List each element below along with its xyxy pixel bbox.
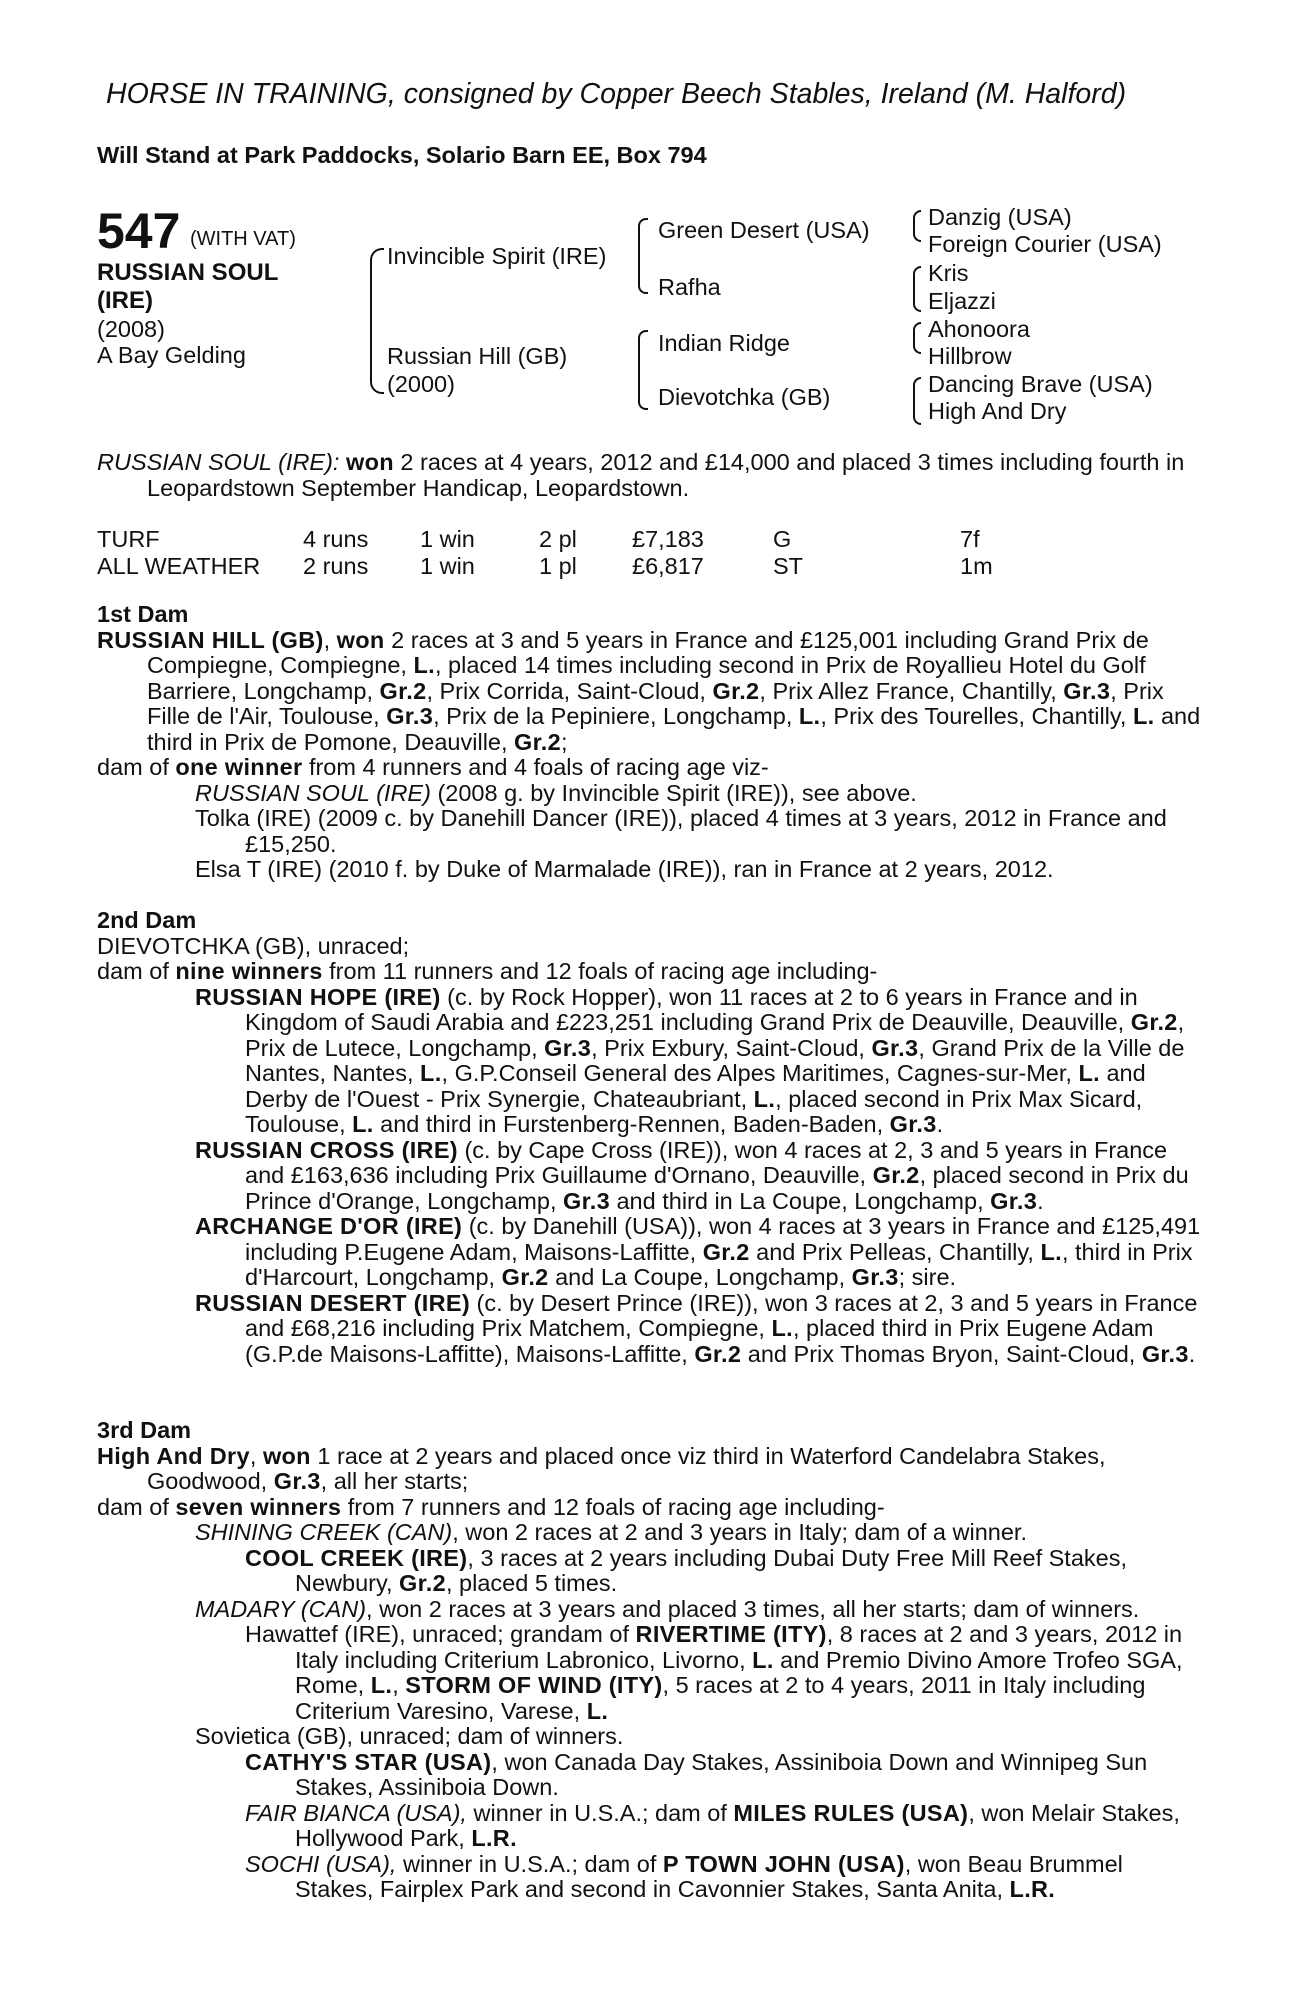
vat-note: (WITH VAT) bbox=[190, 228, 296, 250]
first-dam-section bbox=[97, 602, 1204, 883]
pedigree-brace-g1 bbox=[913, 210, 921, 242]
pedigree-sire-dam: Rafha bbox=[658, 274, 721, 300]
page-header: HORSE IN TRAINING, consigned by Copper Beech Stables, Ireland (M. Halford) bbox=[106, 78, 1127, 110]
list-item: Hawattef (IRE), unraced; grandam of RIVERTIME (ITY), 8 races at 2 and 3 years, 2012 in Italy including Criterium Labronico, Livorno, L. and Premio Divino Amore Trofeo SGA, Rome, L., STORM OF WIND (ITY), 5 races at 2 to 4 years, 2011 in Italy including Criterium Varesino, Varese, L. bbox=[245, 1621, 1183, 1724]
second-dam-section bbox=[97, 908, 1204, 1367]
list-item: Tolka (IRE) (2009 c. by Danehill Dancer (IRE)), placed 4 times at 3 years, 2012 in France and £15,250. bbox=[195, 805, 1167, 857]
pedigree-brace-dam bbox=[638, 330, 648, 410]
pedigree-brace-sire bbox=[638, 218, 648, 294]
pedigree-brace-g2 bbox=[913, 266, 921, 312]
third-dam-record: High And Dry, won 1 race at 2 years and placed once viz third in Waterford Candelabra Stakes, Goodwood, Gr.3, all her starts; bbox=[97, 1442, 1106, 1494]
pedigree-g4: Eljazzi bbox=[928, 288, 996, 314]
list-item: RUSSIAN SOUL (IRE) (2008 g. by Invincible Spirit (IRE)), see above. bbox=[195, 779, 917, 806]
pedigree-sire: Invincible Spirit (IRE) bbox=[387, 243, 607, 269]
list-item: RUSSIAN CROSS (IRE) (c. by Cape Cross (IRE)), won 4 races at 2, 3 and 5 years in France and £163,636 including Prix Guillaume d'Ornano, Deauville, Gr.2, placed second in Prix du Prince d'Orange, Longchamp, Gr.3 and third in La Coupe, Longchamp, Gr.3. bbox=[195, 1136, 1189, 1214]
third-dam-produce-summary: dam of seven winners from 7 runners and 12 foals of racing age including- bbox=[97, 1493, 885, 1520]
horse-description: A Bay Gelding bbox=[97, 342, 246, 368]
list-item: ARCHANGE D'OR (IRE) (c. by Danehill (USA)), won 4 races at 3 years in France and £125,491 including P.Eugene Adam, Maisons-Laffitte, Gr.2 and Prix Pelleas, Chantilly, L., third in Prix d'Harcourt, Longchamp, Gr.2 and La Coupe, Longchamp, Gr.3; sire. bbox=[195, 1213, 1201, 1290]
list-item: Elsa T (IRE) (2010 f. by Duke of Marmalade (IRE)), ran in France at 2 years, 2012. bbox=[195, 856, 1054, 882]
list-item: CATHY'S STAR (USA), won Canada Day Stakes, Assiniboia Down and Winnipeg Sun Stakes, Assiniboia Down. bbox=[245, 1748, 1148, 1800]
table-row: ALL WEATHER 2 runs 1 win 1 pl £6,817 ST 1m bbox=[97, 553, 993, 579]
pedigree-dam-dam: Dievotchka (GB) bbox=[658, 384, 831, 410]
pedigree-g3: Kris bbox=[928, 260, 969, 286]
list-item: FAIR BIANCA (USA), winner in U.S.A.; dam of MILES RULES (USA), won Melair Stakes, Hollywood Park, L.R. bbox=[245, 1799, 1180, 1851]
list-item: RUSSIAN DESERT (IRE) (c. by Desert Prince (IRE)), won 3 races at 2, 3 and 5 years in France and £68,216 including Prix Matchem, Compiegne, L., placed third in Prix Eugene Adam (G.P.de Maisons-Laffitte), Maisons-Laffitte, Gr.2 and Prix Thomas Bryon, Saint-Cloud, Gr.3. bbox=[195, 1289, 1198, 1367]
pedigree-brace-g4 bbox=[913, 377, 921, 425]
pedigree-dam-year: (2000) bbox=[387, 371, 455, 397]
list-item: COOL CREEK (IRE), 3 races at 2 years including Dubai Duty Free Mill Reef Stakes, Newbury, Gr.2, placed 5 times. bbox=[245, 1544, 1128, 1596]
third-dam-section bbox=[97, 1418, 1204, 1903]
second-dam-heading: 2nd Dam bbox=[97, 907, 197, 933]
list-item: MADARY (CAN), won 2 races at 3 years and placed 3 times, all her starts; dam of winners. bbox=[195, 1595, 1140, 1622]
third-dam-heading: 3rd Dam bbox=[97, 1417, 192, 1443]
list-item: Sovietica (GB), unraced; dam of winners. bbox=[195, 1723, 624, 1749]
second-dam-produce-summary: dam of nine winners from 11 runners and 12 foals of racing age including- bbox=[97, 958, 878, 984]
pedigree-g7: Dancing Brave (USA) bbox=[928, 371, 1153, 397]
pedigree-dam: Russian Hill (GB) bbox=[387, 343, 568, 369]
pedigree-g6: Hillbrow bbox=[928, 343, 1012, 369]
second-dam-record: DIEVOTCHKA (GB), unraced; bbox=[97, 932, 410, 959]
race-summary: RUSSIAN SOUL (IRE): won 2 races at 4 years, 2012 and £14,000 and placed 3 times including fourth in Leopardstown September Handicap, Leopardstown. bbox=[97, 449, 1185, 501]
horse-name-line1: RUSSIAN SOUL bbox=[97, 259, 279, 286]
race-stats-table bbox=[97, 526, 993, 580]
first-dam-produce-summary: dam of one winner from 4 runners and 4 foals of racing age viz- bbox=[97, 754, 769, 780]
list-item: RUSSIAN HOPE (IRE) (c. by Rock Hopper), won 11 races at 2 to 6 years in France and in Kingdom of Saudi Arabia and £223,251 including Grand Prix de Deauville, Deauville, Gr.2, Prix de Lutece, Longchamp, Gr.3, Prix Exbury, Saint-Cloud, Gr.3, Grand Prix de la Ville de Nantes, Nantes, L., G.P.Conseil General des Alpes Maritimes, Cagnes-sur-Mer, L. and Derby de l'Ouest - Prix Synergie, Chateaubriant, L., placed second in Prix Max Sicard, Toulouse, L. and third in Furstenberg-Rennen, Baden-Baden, Gr.3. bbox=[195, 983, 1185, 1137]
pedigree-g1: Danzig (USA) bbox=[928, 204, 1072, 230]
stand-location: Will Stand at Park Paddocks, Solario Barn EE, Box 794 bbox=[97, 142, 707, 168]
first-dam-record: RUSSIAN HILL (GB), won 2 races at 3 and 5 years in France and £125,001 including Grand Prix de Compiegne, Compiegne, L., placed 14 times including second in Prix de Royallieu Hotel du Golf Barriere, Longchamp, Gr.2, Prix Corrida, Saint-Cloud, Gr.2, Prix Allez France, Chantilly, Gr.3, Prix Fille de l'Air, Toulouse, Gr.3, Prix de la Pepiniere, Longchamp, L., Prix des Tourelles, Chantilly, L. and third in Prix de Pomone, Deauville, Gr.2; bbox=[97, 626, 1201, 755]
pedigree-sire-sire: Green Desert (USA) bbox=[658, 217, 870, 243]
pedigree-dam-sire: Indian Ridge bbox=[658, 330, 790, 356]
lot-number: 547 bbox=[97, 203, 181, 259]
table-row: TURF 4 runs 1 win 2 pl £7,183 G 7f bbox=[97, 526, 980, 552]
horse-name-line2: (IRE) bbox=[97, 287, 153, 314]
foaling-year: (2008) bbox=[97, 316, 165, 342]
summary-horse-name: RUSSIAN SOUL (IRE): bbox=[97, 449, 340, 475]
first-dam-heading: 1st Dam bbox=[97, 601, 189, 627]
pedigree-g2: Foreign Courier (USA) bbox=[928, 231, 1162, 257]
pedigree-brace-g3 bbox=[913, 322, 921, 354]
pedigree-g8: High And Dry bbox=[928, 398, 1067, 424]
list-item: SHINING CREEK (CAN), won 2 races at 2 and 3 years in Italy; dam of a winner. bbox=[195, 1519, 1027, 1545]
list-item: SOCHI (USA), winner in U.S.A.; dam of P TOWN JOHN (USA), won Beau Brummel Stakes, Fairplex Park and second in Cavonnier Stakes, Santa Anita, L.R. bbox=[245, 1850, 1123, 1902]
pedigree-g5: Ahonoora bbox=[928, 316, 1030, 342]
pedigree-brace-main bbox=[370, 248, 384, 394]
